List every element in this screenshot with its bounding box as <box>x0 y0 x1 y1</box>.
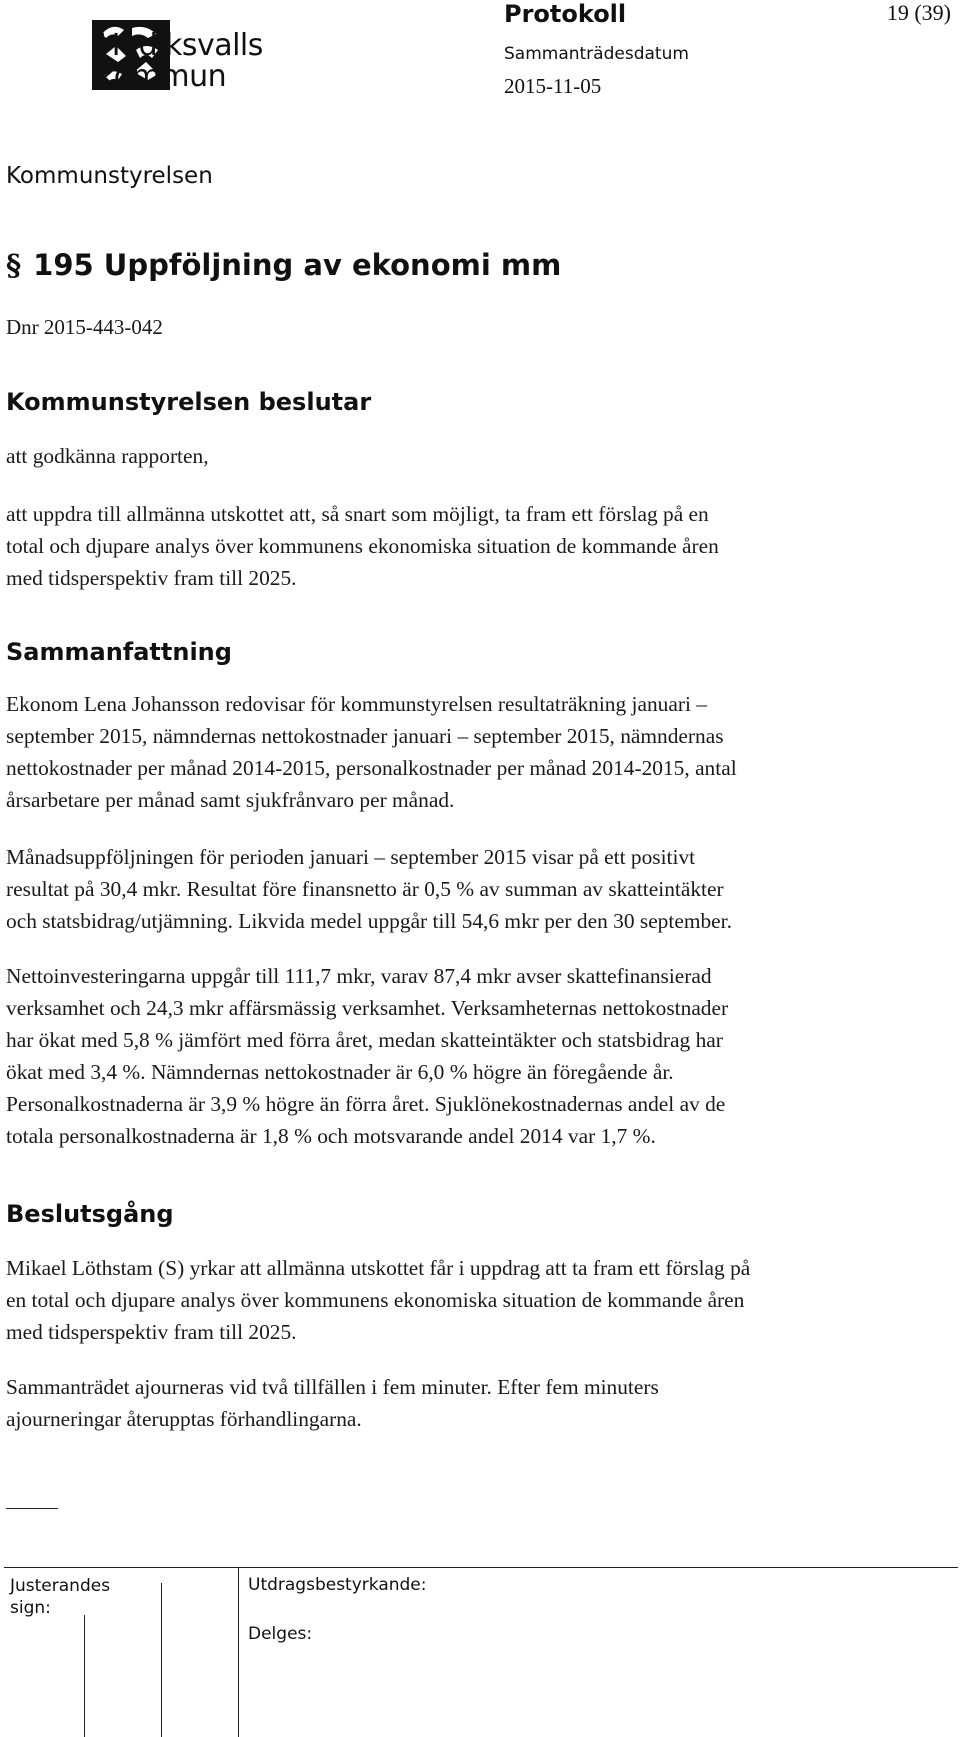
paragraph-line: Mikael Löthstam (S) yrkar att allmänna utskottet får i uppdrag att ta fram ett förslag på <box>6 1256 751 1280</box>
summary-paragraph-1 <box>6 688 956 816</box>
signature-label-line2: sign: <box>10 1598 51 1618</box>
paragraph-line: total och djupare analys över kommunens ekonomiska situation de kommande åren <box>6 534 719 558</box>
signature-label <box>10 1575 110 1619</box>
summary-paragraph-3 <box>6 960 956 1152</box>
paragraph-line: med tidsperspektiv fram till 2025. <box>6 566 297 590</box>
paragraph-line: med tidsperspektiv fram till 2025. <box>6 1320 297 1344</box>
section-title <box>6 248 561 282</box>
summary-heading: Sammanfattning <box>6 638 232 666</box>
paragraph-line: har ökat med 5,8 % jämfört med förra året, medan skatteintäkter och statsbidrag har <box>6 1028 723 1052</box>
paragraph-line: och statsbidrag/utjämning. Likvida medel uppgår till 54,6 mkr per den 30 september. <box>6 909 732 933</box>
meeting-date-value: 2015-11-05 <box>504 74 602 98</box>
process-paragraph-1 <box>6 1252 956 1348</box>
paragraph-line: Nettoinvesteringarna uppgår till 111,7 mkr, varav 87,4 mkr avser skattefinansierad <box>6 964 712 988</box>
paragraph-line: årsarbetare per månad samt sjukfrånvaro per månad. <box>6 788 455 812</box>
distribution-label: Delges: <box>248 1624 313 1644</box>
process-heading: Beslutsgång <box>6 1200 174 1228</box>
paragraph-line: att godkänna rapporten, <box>6 444 209 468</box>
paragraph-line: Ekonom Lena Johansson redovisar för kommunstyrelsen resultaträkning januari – <box>6 692 707 716</box>
meeting-date-label: Sammanträdesdatum <box>504 44 689 64</box>
committee-name: Kommunstyrelsen <box>6 163 213 189</box>
paragraph-line: att uppdra till allmänna utskottet att, så snart som möjligt, ta fram ett förslag på en <box>6 502 709 526</box>
logo-name-line2: kommun <box>98 59 227 94</box>
paragraph-line: verksamhet och 24,3 mkr affärsmässig verksamhet. Verksamheternas nettokostnader <box>6 996 729 1020</box>
paragraph-line: en total och djupare analys över kommunens ekonomiska situation de kommande åren <box>6 1288 745 1312</box>
separator-line <box>6 1508 58 1509</box>
page-number: 19 (39) <box>886 0 951 25</box>
section-sign: § <box>6 248 22 282</box>
process-paragraph-2 <box>6 1371 956 1435</box>
signature-label-line1: Justerandes <box>10 1576 111 1596</box>
footer-rule <box>4 1567 958 1568</box>
logo-name-line1: Hudiksvalls <box>98 28 263 63</box>
decision-heading: Kommunstyrelsen beslutar <box>6 388 372 416</box>
section-title-text: 195 Uppföljning av ekonomi mm <box>33 248 562 282</box>
paragraph-line: ökat med 3,4 %. Nämndernas nettokostnader är 6,0 % högre än föregående år. <box>6 1060 674 1084</box>
document-type: Protokoll <box>504 0 627 28</box>
decision-item-2 <box>6 498 956 594</box>
paragraph-line: Sammanträdet ajourneras vid två tillfällen i fem minuter. Efter fem minuters <box>6 1375 659 1399</box>
paragraph-line: resultat på 30,4 mkr. Resultat före finansnetto är 0,5 % av summan av skatteintäkter <box>6 877 724 901</box>
diary-number: Dnr 2015-443-042 <box>6 315 163 339</box>
paragraph-line: totala personalkostnaderna är 1,8 % och motsvarande andel 2014 var 1,7 %. <box>6 1124 656 1148</box>
paragraph-line: september 2015, nämndernas nettokostnader januari – september 2015, nämndernas <box>6 724 724 748</box>
extract-certification-label: Utdragsbestyrkande: <box>248 1575 427 1595</box>
paragraph-line: ajourneringar återupptas förhandlingarna. <box>6 1407 362 1431</box>
paragraph-line: Personalkostnaderna är 3,9 % högre än förra året. Sjuklönekostnadernas andel av de <box>6 1092 726 1116</box>
paragraph-line: nettokostnader per månad 2014-2015, personalkostnader per månad 2014-2015, antal <box>6 756 737 780</box>
signature-box-divider <box>161 1583 162 1737</box>
footer-column-divider <box>238 1568 239 1737</box>
decision-item-1 <box>6 440 956 472</box>
signature-box-divider <box>84 1615 85 1737</box>
summary-paragraph-2 <box>6 841 956 937</box>
paragraph-line: Månadsuppföljningen för perioden januari – september 2015 visar på ett positivt <box>6 845 696 869</box>
logo-text <box>98 30 263 92</box>
